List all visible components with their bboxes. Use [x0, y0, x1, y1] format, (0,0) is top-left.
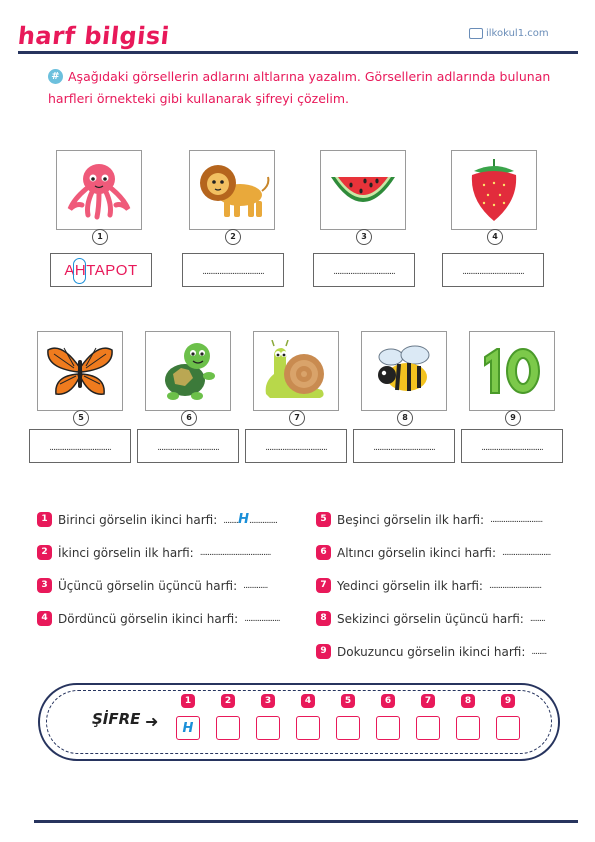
answer-line[interactable]: ................... — [244, 613, 280, 624]
butterfly-icon — [44, 340, 116, 402]
picture-card-8 — [361, 331, 447, 411]
watermelon-icon — [325, 165, 401, 215]
answer-box-9[interactable]: ................................. — [461, 429, 563, 463]
cipher-slot-5 — [336, 694, 360, 740]
cipher-label: ŞİFRE — [92, 710, 141, 728]
question-number: 5 — [316, 512, 331, 527]
cipher-slot-number: 9 — [501, 694, 515, 708]
cipher-slot-8 — [456, 694, 480, 740]
question-text: Birinci görselin ikinci harfi: — [58, 512, 218, 527]
cipher-letter-box[interactable] — [416, 716, 440, 740]
answer-line[interactable]: ........ — [531, 646, 547, 657]
answer-box-5[interactable]: ................................. — [29, 429, 131, 463]
answer-line[interactable]: ...................................... — [199, 547, 271, 558]
picture-number: 2 — [225, 229, 241, 245]
cipher-slot-1 — [176, 694, 200, 740]
bottom-divider — [34, 820, 578, 823]
cipher-slots — [176, 694, 520, 740]
site-logo — [469, 28, 549, 39]
cipher-slot-number: 7 — [421, 694, 435, 708]
strawberry-icon — [464, 155, 524, 225]
question-number: 8 — [316, 611, 331, 626]
question-6 — [316, 545, 550, 560]
answer-line[interactable]: ............. — [243, 580, 268, 591]
cipher-slot-number: 3 — [261, 694, 275, 708]
lion-icon — [194, 159, 270, 221]
picture-card-1 — [56, 150, 142, 230]
cipher-letter-box[interactable]: H — [176, 716, 200, 740]
answer-box-8[interactable]: ................................. — [353, 429, 455, 463]
picture-card-9 — [469, 331, 555, 411]
page-title: harf bilgisi — [16, 22, 171, 50]
picture-card-3 — [320, 150, 406, 230]
question-text: Dördüncü görselin ikinci harfi: — [58, 611, 239, 626]
question-2 — [37, 545, 270, 560]
book-icon — [469, 28, 483, 39]
cipher-letter-box[interactable] — [296, 716, 320, 740]
cipher-slot-2 — [216, 694, 240, 740]
question-text: Yedinci görselin ilk harfi: — [337, 578, 483, 593]
number-ten-icon — [477, 343, 547, 399]
question-number: 9 — [316, 644, 331, 659]
question-3 — [37, 578, 267, 593]
top-divider — [18, 51, 578, 54]
picture-card-2 — [189, 150, 275, 230]
answer-box-7[interactable]: ................................. — [245, 429, 347, 463]
answer-line[interactable]: ........ H ............... — [223, 512, 277, 527]
cipher-slot-7 — [416, 694, 440, 740]
cipher-slot-3 — [256, 694, 280, 740]
cipher-slot-number: 2 — [221, 694, 235, 708]
question-9 — [316, 644, 546, 659]
answer-box-1[interactable] — [50, 253, 152, 287]
snail-icon — [260, 340, 332, 402]
question-number: 3 — [37, 578, 52, 593]
question-number: 4 — [37, 611, 52, 626]
cipher-slot-number: 4 — [301, 694, 315, 708]
turtle-icon — [155, 340, 221, 402]
picture-number: 5 — [73, 410, 89, 426]
cipher-letter-box[interactable] — [216, 716, 240, 740]
cipher-letter-box[interactable] — [456, 716, 480, 740]
question-text: Altıncı görselin ikinci harfi: — [337, 545, 497, 560]
question-text: İkinci görselin ilk harfi: — [58, 545, 194, 560]
cipher-slot-9 — [496, 694, 520, 740]
cipher-letter-box[interactable] — [256, 716, 280, 740]
question-4 — [37, 611, 280, 626]
answer-line[interactable]: ........ — [529, 613, 545, 624]
picture-number: 8 — [397, 410, 413, 426]
question-5 — [316, 512, 542, 527]
cipher-letter-box[interactable] — [336, 716, 360, 740]
answer-box-3[interactable]: ................................. — [313, 253, 415, 287]
picture-card-4 — [451, 150, 537, 230]
picture-card-5 — [37, 331, 123, 411]
question-number: 6 — [316, 545, 331, 560]
picture-number: 9 — [505, 410, 521, 426]
question-number: 1 — [37, 512, 52, 527]
picture-number: 6 — [181, 410, 197, 426]
filled-answer: H — [238, 512, 250, 527]
question-text: Beşinci görselin ilk harfi: — [337, 512, 485, 527]
question-text: Dokuzuncu görselin ikinci harfi: — [337, 644, 526, 659]
hash-icon: # — [48, 69, 63, 84]
answer-box-4[interactable]: ................................. — [442, 253, 544, 287]
picture-number: 4 — [487, 229, 503, 245]
answer-box-2[interactable]: ................................. — [182, 253, 284, 287]
picture-number: 1 — [92, 229, 108, 245]
answer-line[interactable]: ............................ — [490, 514, 543, 525]
cipher-slot-6 — [376, 694, 400, 740]
bee-icon — [371, 343, 437, 399]
picture-card-6 — [145, 331, 231, 411]
logo-text: ilkokul1.com — [486, 28, 549, 39]
arrow-right-icon: ➜ — [145, 712, 159, 731]
question-number: 7 — [316, 578, 331, 593]
cipher-slot-4 — [296, 694, 320, 740]
answer-box-6[interactable]: ................................. — [137, 429, 239, 463]
highlight-circle — [73, 258, 86, 284]
cipher-letter-box[interactable] — [376, 716, 400, 740]
example-answer: AHTAPOT — [64, 261, 138, 279]
question-8 — [316, 611, 545, 626]
question-7 — [316, 578, 541, 593]
question-text: Sekizinci görselin üçüncü harfi: — [337, 611, 524, 626]
picture-number: 7 — [289, 410, 305, 426]
picture-number: 3 — [356, 229, 372, 245]
question-text: Üçüncü görselin üçüncü harfi: — [58, 578, 238, 593]
octopus-icon — [64, 159, 134, 221]
cipher-slot-number: 5 — [341, 694, 355, 708]
cipher-slot-number: 8 — [461, 694, 475, 708]
question-1 — [37, 512, 277, 527]
picture-card-7 — [253, 331, 339, 411]
question-number: 2 — [37, 545, 52, 560]
cipher-slot-number: 1 — [181, 694, 195, 708]
cipher-slot-number: 6 — [381, 694, 395, 708]
cipher-letter-box[interactable] — [496, 716, 520, 740]
answer-line[interactable]: .......................... — [502, 547, 551, 558]
answer-line[interactable]: ............................ — [488, 580, 542, 591]
instruction-text: Aşağıdaki görsellerin adlarını altlarına yazalım. Görsellerin adlarında bulunan harfleri örnekteki gibi kullanarak şifreyi çözelim. — [48, 69, 551, 106]
